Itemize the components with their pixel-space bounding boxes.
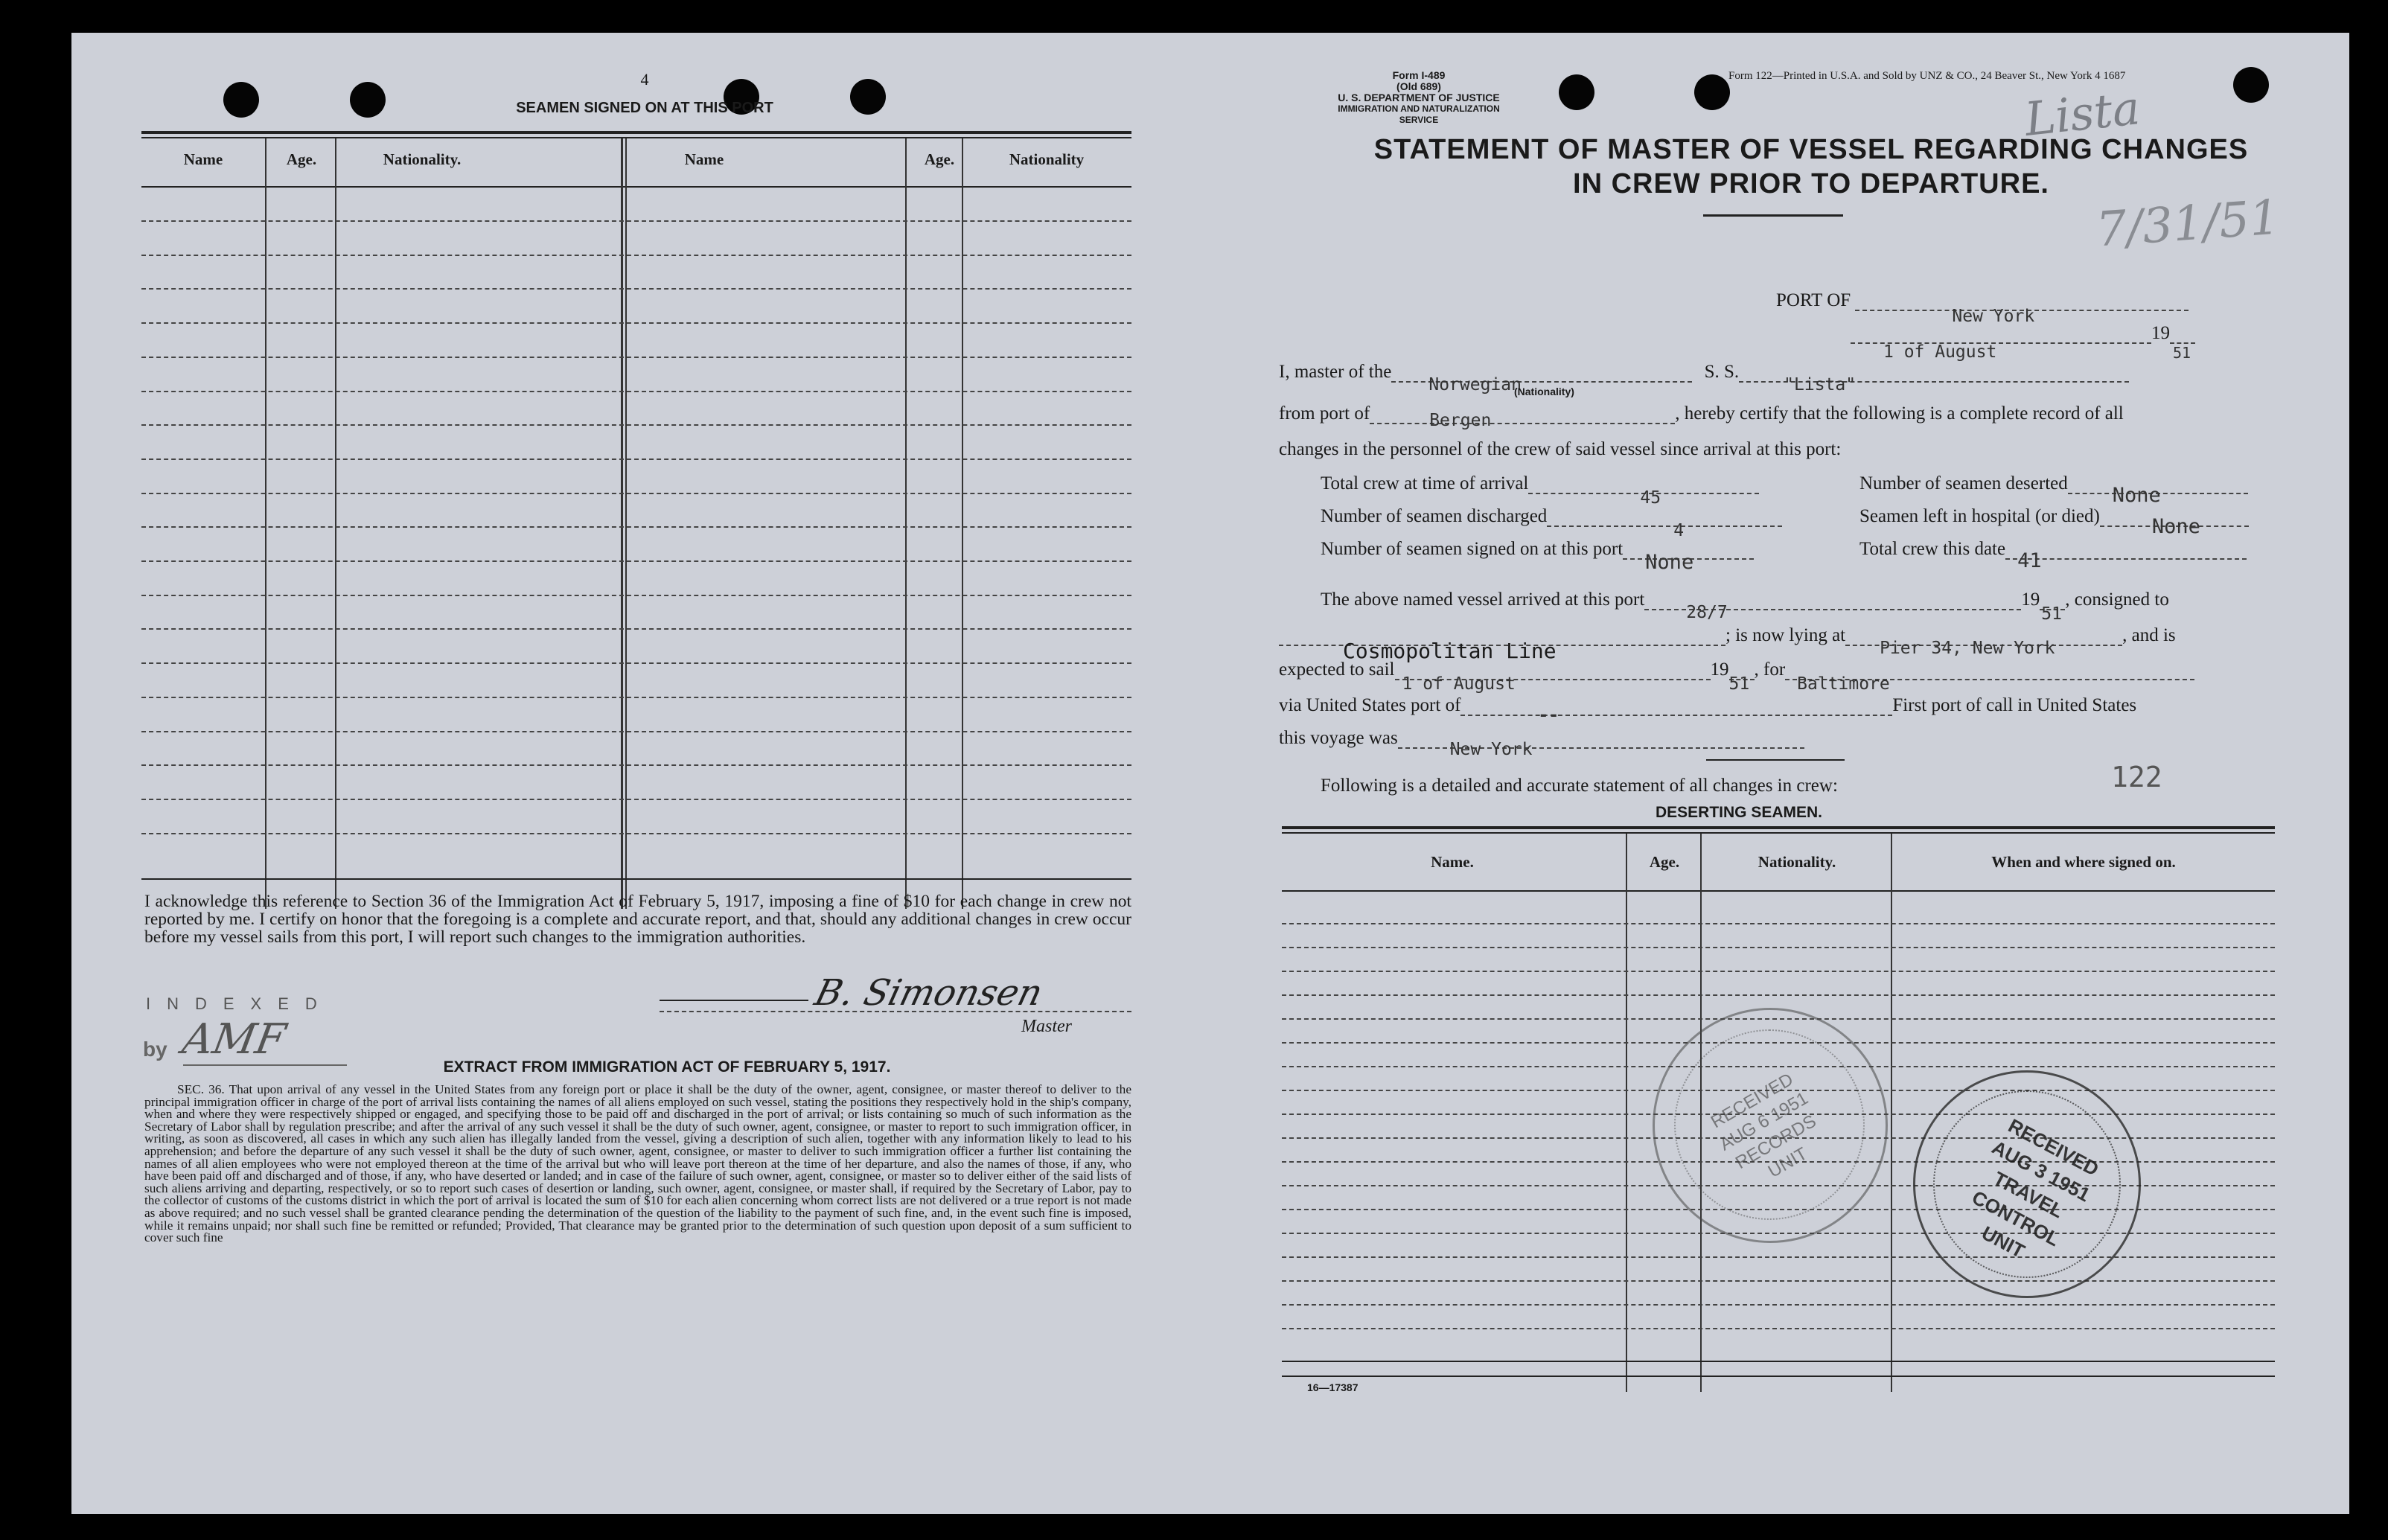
expected-label: expected to sail bbox=[1279, 659, 1395, 680]
total-crew-value: 45 bbox=[1640, 488, 1661, 508]
date-year-field bbox=[2170, 342, 2195, 362]
consigned-label: , consigned to bbox=[2065, 590, 2169, 610]
port-of-line bbox=[1776, 290, 2189, 326]
table-row-line bbox=[141, 697, 1131, 698]
signature-rule bbox=[660, 1000, 808, 1001]
total-date-line bbox=[1859, 539, 2247, 572]
indexed-by-label: by bbox=[143, 1038, 167, 1061]
left-table-top-rule-2 bbox=[141, 137, 1131, 138]
arrived-field bbox=[1644, 603, 2021, 622]
table-row-line bbox=[141, 560, 1131, 562]
table-row-line bbox=[141, 255, 1131, 256]
document-sheet bbox=[71, 33, 2349, 1514]
right-table-top-rule bbox=[1282, 826, 2275, 829]
arrived-line bbox=[1321, 590, 2169, 624]
left-table-bottom-rule bbox=[141, 878, 1131, 880]
table-row-line bbox=[1282, 994, 2275, 996]
col-header-nationality: Nationality. bbox=[1758, 853, 1836, 871]
table-row-line bbox=[1282, 1304, 2275, 1306]
port-of-field bbox=[1855, 307, 2189, 326]
extract-text: SEC. 36. That upon arrival of any vessel in the United States from any foreign port or place it shall be the duty of the owner, agent, consignee, or master thereof to deliver to the principal immigration officer in charge of the port of arrival lists containing the names of all aliens employed on such vessel, stating the positions they respectively hold in the ship's company, when and where they were respectively shipped or engaged, and specifying those to be paid off and discharged in the port of arrival; or lists containing so much of such information as the Secretary of Labor shall by regulation prescribe; and after the arrival of any such vessel it shall be the duty of such owner, agent, consignee, or master to report to such immigration officer, in writing, as soon as discovered, all cases in which any such alien has illegally landed from the vessel, giving a description of such alien, together with any information likely to lead to his apprehension; and before the departure of any such vessel it shall be the duty of such owner, agent, consignee, or master to deliver to such immigration officer a further list containing the names of all alien employees who were not employed thereon at the time of the arrival but who will leave port thereon at the time of her departure, and also the names of those, if any, who have been paid off and discharged and of those, if any, who have deserted or landed; and in case of the failure of such owner, agent, consignee, or master so to deliver either of the said lists of such aliens arriving and departing, respectively, or so to report such cases of desertion or landing, such owner, agent, consignee, or master shall, if required by the Secretary of Labor, pay to the collector of customs of the customs district in which the port of arrival is located the sum of $10 for each alien concerning whom correct lists are not delivered or a true report is not made as above required; and no such vessel shall be granted clearance pending the determination of the question of the liability to the payment of such fine, and, in the event such fine is imposed, while it remains unpaid; nor shall such fine be remitted or refunded; Provided, That clearance may be granted prior to the determination of such question upon deposit of a sum sufficient to cover such fine bbox=[144, 1082, 1131, 1245]
and-is-label: , and is bbox=[2122, 625, 2176, 645]
table-row-line bbox=[141, 288, 1131, 290]
handwritten-date: 7/31/51 bbox=[2094, 190, 2282, 258]
left-section-header: SEAMEN SIGNED ON AT THIS PORT bbox=[516, 100, 773, 116]
hospital-value: None bbox=[2151, 515, 2200, 538]
sail-field bbox=[1395, 674, 1711, 694]
handwritten-ship-name: Lista bbox=[2022, 80, 2143, 147]
table-row-line bbox=[141, 357, 1131, 358]
col-header-nationality-2: Nationality bbox=[1009, 150, 1085, 168]
indexed-underline bbox=[183, 1064, 347, 1066]
arrived-year-value: 51 bbox=[2041, 604, 2062, 624]
lying-label: ; is now lying at bbox=[1725, 625, 1846, 645]
deserting-header: DESERTING SEAMEN. bbox=[1655, 804, 1823, 821]
consignee-line bbox=[1279, 625, 2176, 663]
table-row-line bbox=[141, 391, 1131, 392]
date-year-value: 51 bbox=[2173, 344, 2191, 362]
total-crew-label: Total crew at time of arrival bbox=[1321, 473, 1529, 493]
form-number bbox=[1337, 70, 1501, 126]
table-row-line bbox=[1282, 971, 2275, 972]
table-row-line bbox=[141, 526, 1131, 528]
lying-value: Pier 34, New York bbox=[1880, 639, 2055, 658]
voyage-separator bbox=[1706, 759, 1845, 761]
certify-text: , hereby certify that the following is a complete record of all bbox=[1675, 403, 2124, 424]
total-date-label: Total crew this date bbox=[1859, 539, 2006, 559]
consignee-field bbox=[1279, 639, 1725, 663]
right-col-divider bbox=[1891, 834, 1892, 1392]
signed-on-field bbox=[1623, 551, 1754, 574]
arrived-label: The above named vessel arrived at this port bbox=[1321, 590, 1645, 610]
deserted-label: Number of seamen deserted bbox=[1859, 473, 2068, 493]
ship-field bbox=[1739, 375, 2129, 394]
discharged-value: 4 bbox=[1673, 521, 1685, 540]
via-field bbox=[1460, 706, 1892, 725]
department-text: U. S. DEPARTMENT OF JUSTICE bbox=[1338, 92, 1500, 103]
from-port-line bbox=[1279, 403, 2124, 430]
master-of-label: I, master of the bbox=[1279, 362, 1392, 382]
table-row-line bbox=[141, 833, 1131, 834]
left-header-bottom-rule bbox=[141, 186, 1131, 188]
table-row-line bbox=[141, 662, 1131, 664]
master-signature: B. Simonsen bbox=[811, 972, 1047, 1014]
from-port-label: from port of bbox=[1279, 403, 1370, 424]
form-number-text: Form I-489 bbox=[1392, 69, 1446, 81]
table-row-line bbox=[1282, 1280, 2275, 1282]
service-text: IMMIGRATION AND NATURALIZATION SERVICE bbox=[1338, 103, 1500, 125]
first-port-label: First port of call in United States bbox=[1892, 695, 2137, 715]
master-label: Master bbox=[1021, 1017, 1072, 1036]
table-row-line bbox=[141, 220, 1131, 222]
arrived-year-field bbox=[2040, 604, 2065, 624]
punch-hole bbox=[1559, 74, 1594, 110]
form-title-line-1: STATEMENT OF MASTER OF VESSEL REGARDING CHANGES bbox=[1373, 134, 2249, 165]
table-row-line bbox=[141, 764, 1131, 766]
form-old-number: (Old 689) bbox=[1396, 80, 1441, 92]
col-header-name: Name bbox=[183, 150, 223, 168]
travel-control-stamp bbox=[1913, 1070, 2141, 1298]
via-label: via United States port of bbox=[1279, 695, 1461, 715]
table-row-line bbox=[141, 493, 1131, 494]
voyage-line bbox=[1279, 728, 1804, 759]
discharged-field bbox=[1547, 521, 1782, 540]
col-header-nationality: Nationality. bbox=[383, 150, 462, 168]
col-header-signed-on: When and where signed on. bbox=[1991, 853, 2176, 871]
changes-text: changes in the personnel of the crew of said vessel since arrival at this port: bbox=[1279, 439, 1842, 459]
signature-line bbox=[660, 1011, 1131, 1012]
col-header-name: Name. bbox=[1431, 853, 1474, 871]
table-row-line bbox=[141, 799, 1131, 800]
form-footer-code: 16—17387 bbox=[1307, 1381, 1359, 1393]
title-underline bbox=[1703, 214, 1843, 217]
table-row-line bbox=[141, 595, 1131, 596]
printer-line: Form 122—Printed in U.S.A. and Sold by UNZ & CO., 24 Beaver St., New York 4 1687 bbox=[1728, 70, 2126, 82]
table-row-line bbox=[1282, 1328, 2275, 1329]
table-row-line bbox=[1282, 1256, 2275, 1258]
discharged-label: Number of seamen discharged bbox=[1321, 506, 1548, 526]
port-of-value: New York bbox=[1952, 307, 2035, 326]
table-row-line bbox=[1282, 923, 2275, 924]
table-row-line bbox=[141, 628, 1131, 630]
from-port-value: Bergen bbox=[1429, 411, 1492, 430]
consignee-value: Cosmopolitan Line bbox=[1343, 639, 1557, 663]
hospital-line bbox=[1859, 506, 2249, 538]
indexed-stamp: INDEXED bbox=[146, 994, 333, 1013]
punch-hole bbox=[2233, 67, 2269, 103]
right-table-bottom-rule bbox=[1282, 1361, 2275, 1362]
table-row-line bbox=[1282, 947, 2275, 948]
acknowledgement-text: I acknowledge this reference to Section 36 of the Immigration Act of February 5, 1917, imposing a fine of $10 for each change in crew not reported by me. I certify on honor that the foregoing is a complete and accurate report, and that, should any additional changes in crew occur before my vessel sails from this port, I will report such changes to the immigration authorities. bbox=[144, 892, 1131, 947]
form-title-line-2: IN CREW PRIOR TO DEPARTURE. bbox=[1573, 168, 2049, 199]
sail-year-field bbox=[1728, 674, 1755, 694]
right-table-bottom-rule-2 bbox=[1282, 1376, 2275, 1377]
col-header-age-2: Age. bbox=[924, 150, 955, 168]
via-line bbox=[1279, 695, 2137, 725]
col-header-age: Age. bbox=[286, 150, 317, 168]
table-row-line bbox=[141, 424, 1131, 426]
right-col-divider bbox=[1626, 834, 1627, 1392]
punch-hole bbox=[223, 82, 259, 118]
left-table-top-rule bbox=[141, 131, 1131, 134]
date-field bbox=[1851, 342, 2151, 362]
records-unit-stamp-text: RECEIVED AUG 6 1951 RECORDS UNIT bbox=[1707, 1069, 1820, 1182]
table-row-line bbox=[141, 731, 1131, 732]
total-date-value: 41 bbox=[2017, 549, 2042, 572]
voyage-label: this voyage was bbox=[1279, 728, 1398, 748]
travel-control-stamp-text: RECEIVED AUG 3 1951 TRAVEL CONTROL UNIT bbox=[1968, 1114, 2103, 1263]
date-line bbox=[1851, 323, 2195, 362]
signed-on-value: None bbox=[1645, 551, 1694, 574]
nationality-value: Norwegian bbox=[1428, 375, 1522, 394]
date-value: 1 of August bbox=[1883, 342, 1997, 362]
sail-year-value: 51 bbox=[1728, 674, 1750, 694]
sail-value: 1 of August bbox=[1402, 674, 1516, 694]
arrived-value: 28/7 bbox=[1686, 603, 1728, 622]
deserted-value: None bbox=[2112, 484, 2161, 507]
deserted-field bbox=[2068, 484, 2248, 507]
left-page-number: 4 bbox=[640, 70, 649, 89]
from-port-field bbox=[1370, 411, 1675, 430]
for-label: , for bbox=[1754, 659, 1786, 680]
date-year-prefix: 19 bbox=[2151, 323, 2170, 343]
punch-hole bbox=[350, 82, 386, 118]
via-value: -- bbox=[1538, 706, 1559, 725]
discharged-line bbox=[1321, 506, 1782, 540]
records-unit-stamp bbox=[1653, 1008, 1888, 1243]
extract-title: EXTRACT FROM IMMIGRATION ACT OF FEBRUARY 5, 1917. bbox=[443, 1058, 891, 1076]
nationality-caption: (Nationality) bbox=[1514, 386, 1574, 397]
deserted-line bbox=[1859, 473, 2248, 507]
col-header-name-2: Name bbox=[684, 150, 724, 168]
table-row-line bbox=[141, 459, 1131, 460]
total-date-field bbox=[2005, 549, 2247, 572]
sail-year-prefix: 19 bbox=[1710, 659, 1729, 680]
for-value: Baltimore bbox=[1797, 674, 1890, 694]
following-label: Following is a detailed and accurate statement of all changes in crew: bbox=[1321, 776, 1838, 796]
hospital-label: Seamen left in hospital (or died) bbox=[1859, 506, 2100, 526]
indexed-by-initials: AMF bbox=[179, 1015, 290, 1064]
arrived-year-prefix: 19 bbox=[2021, 590, 2040, 610]
signed-on-label: Number of seamen signed on at this port bbox=[1321, 539, 1624, 559]
expected-line bbox=[1279, 659, 2194, 694]
voyage-value: New York bbox=[1449, 740, 1533, 759]
col-header-age: Age. bbox=[1649, 853, 1680, 871]
table-row-line bbox=[141, 322, 1131, 324]
for-field bbox=[1785, 674, 2194, 694]
hospital-field bbox=[2100, 515, 2249, 538]
total-crew-field bbox=[1528, 488, 1759, 508]
right-header-bottom-rule bbox=[1282, 890, 2275, 892]
stamp-number: 122 bbox=[2111, 761, 2162, 793]
form-title bbox=[1270, 132, 2352, 201]
ss-label: S. S. bbox=[1704, 362, 1740, 382]
total-crew-line bbox=[1321, 473, 1759, 508]
lying-field bbox=[1845, 639, 2122, 658]
ship-value: "Lista" bbox=[1784, 375, 1857, 394]
voyage-field bbox=[1398, 740, 1804, 759]
right-table-top-rule-2 bbox=[1282, 832, 2275, 834]
port-of-label: PORT OF bbox=[1776, 290, 1851, 310]
punch-hole bbox=[1694, 74, 1730, 110]
signed-on-line bbox=[1321, 539, 1754, 574]
